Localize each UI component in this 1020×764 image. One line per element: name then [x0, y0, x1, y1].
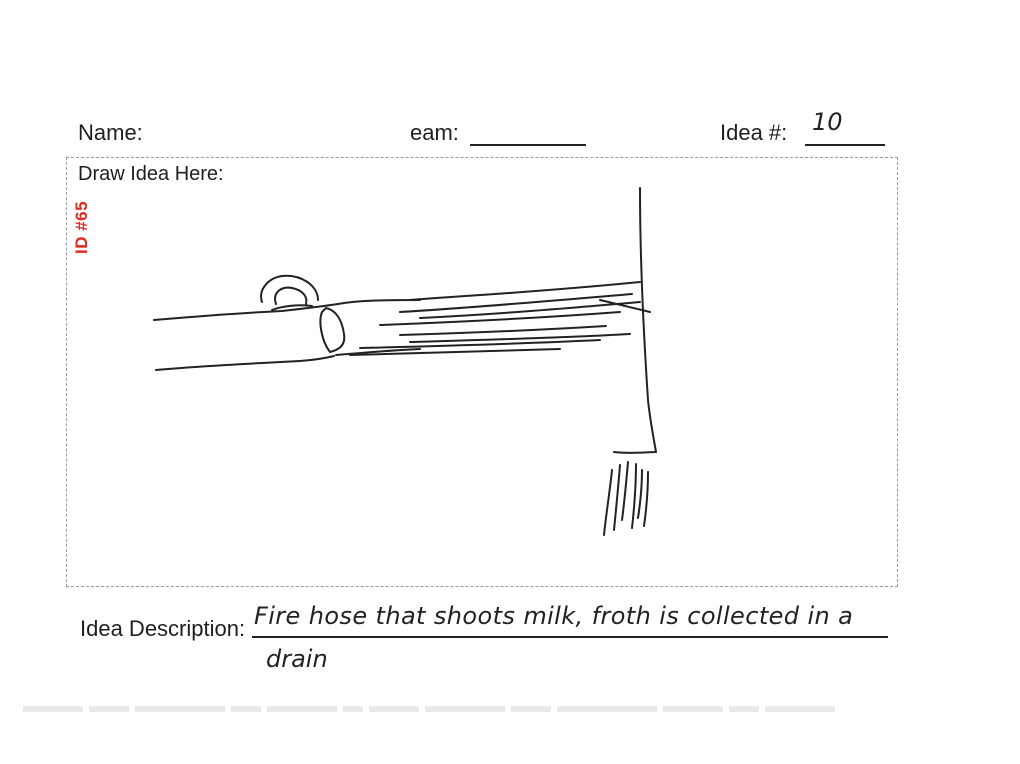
idea-number-value: 10	[812, 108, 843, 136]
idea-description-line2: drain	[266, 645, 328, 673]
draw-idea-label: Draw Idea Here:	[78, 163, 224, 185]
nozzle	[320, 308, 344, 352]
id-stamp: ID #65	[72, 200, 91, 254]
wall	[640, 188, 656, 452]
name-label: Name:	[78, 120, 143, 145]
hose-bottom-line	[156, 356, 334, 370]
idea-description-label: Idea Description:	[80, 616, 246, 641]
spray	[410, 282, 640, 300]
idea-description-line1: Fire hose that shoots milk, froth is collected in a	[254, 602, 854, 630]
idea-description-field[interactable]	[252, 636, 888, 638]
hose-handle	[261, 276, 318, 310]
drain-drips	[614, 452, 656, 453]
idea-number-label: Idea #:	[720, 120, 788, 145]
team-label: eam:	[410, 120, 459, 145]
scan-noise	[20, 700, 970, 745]
